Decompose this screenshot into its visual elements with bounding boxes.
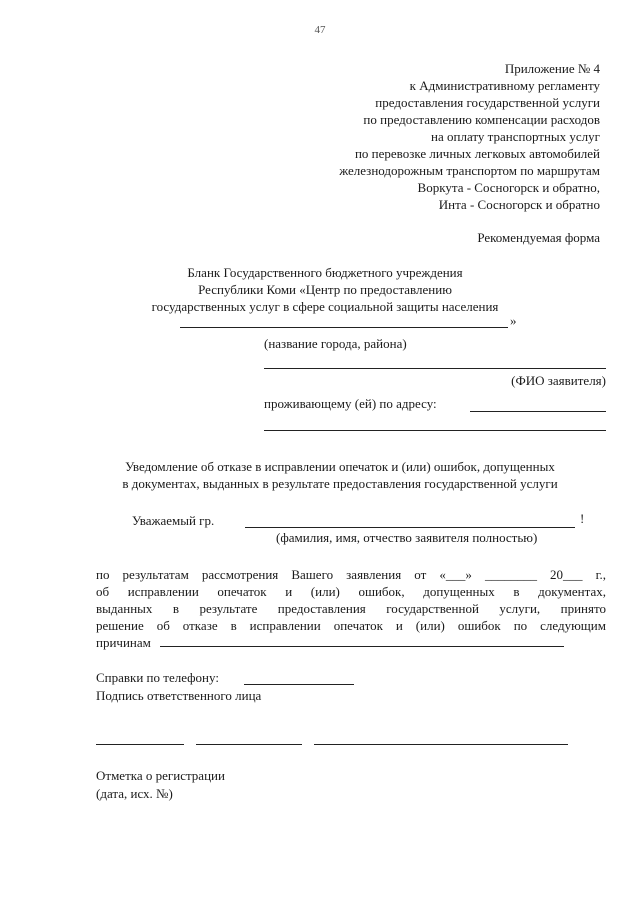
organization-closing-quote: » (510, 313, 517, 328)
annex-line: по перевозке личных легковых автомобилей (354, 146, 600, 161)
organization-block (100, 264, 550, 315)
annex-line: к Административному регламенту (409, 78, 600, 93)
applicant-fio-line[interactable] (264, 368, 606, 369)
recommended-form-label: Рекомендуемая форма (477, 230, 600, 245)
annex-line: железнодорожным транспортом по маршрутам (339, 163, 600, 178)
organization-blank-line[interactable] (180, 327, 508, 328)
city-caption: (название города, района) (264, 336, 407, 351)
fio-caption: (ФИО заявителя) (511, 373, 606, 388)
organization-line: Бланк Государственного бюджетного учреждения (187, 265, 463, 280)
annex-line: предоставления государственной услуги (375, 95, 600, 110)
body-line: причинам (96, 635, 151, 650)
salutation-exclamation: ! (580, 511, 585, 526)
annex-line: Приложение № 4 (504, 61, 600, 76)
annex-line: Воркута - Сосногорск и обратно, (417, 180, 600, 195)
registration-label: Отметка о регистрации (96, 768, 225, 783)
signature-line-name[interactable] (314, 744, 568, 745)
notice-title (60, 458, 620, 492)
salutation-name-line[interactable] (245, 527, 575, 528)
body-line: об исправлении опечаток и (или) ошибок, допущенных в документах, (96, 584, 606, 599)
address-label: проживающему (ей) по адресу: (264, 396, 437, 411)
address-line-2[interactable] (264, 430, 606, 431)
annex-line: Инта - Сосногорск и обратно (438, 197, 600, 212)
signature-label: Подпись ответственного лица (96, 688, 262, 703)
notice-title-line: в документах, выданных в результате предоставления государственной услуги (122, 476, 558, 491)
annex-line: по предоставлению компенсации расходов (363, 112, 600, 127)
phone-label: Справки по телефону: (96, 670, 219, 685)
signature-line-sign[interactable] (196, 744, 302, 745)
notice-title-line: Уведомление об отказе в исправлении опечаток и (или) ошибок, допущенных (125, 459, 555, 474)
body-line: решение об отказе в исправлении опечаток и (или) ошибок по следующим (96, 618, 606, 633)
salutation-caption: (фамилия, имя, отчество заявителя полностью) (276, 530, 538, 545)
page-number: 47 (314, 24, 326, 36)
annex-line: на оплату транспортных услуг (431, 129, 600, 144)
body-line: по результатам рассмотрения Вашего заявления от «___» ________ 20___ г., (96, 567, 606, 582)
body-line: выданных в результате предоставления государственной услуги, принято (96, 601, 606, 616)
address-line-1[interactable] (470, 411, 606, 412)
annex-header (180, 60, 600, 213)
reason-blank-line[interactable] (160, 646, 564, 647)
phone-blank-line[interactable] (244, 684, 354, 685)
signature-line-position[interactable] (96, 744, 184, 745)
organization-line: государственных услуг в сфере социальной защиты населения (151, 299, 499, 314)
salutation-label: Уважаемый гр. (132, 513, 215, 528)
registration-details: (дата, исх. №) (96, 786, 173, 801)
organization-line: Республики Коми «Центр по предоставлению (198, 282, 452, 297)
body-paragraph (96, 566, 606, 651)
